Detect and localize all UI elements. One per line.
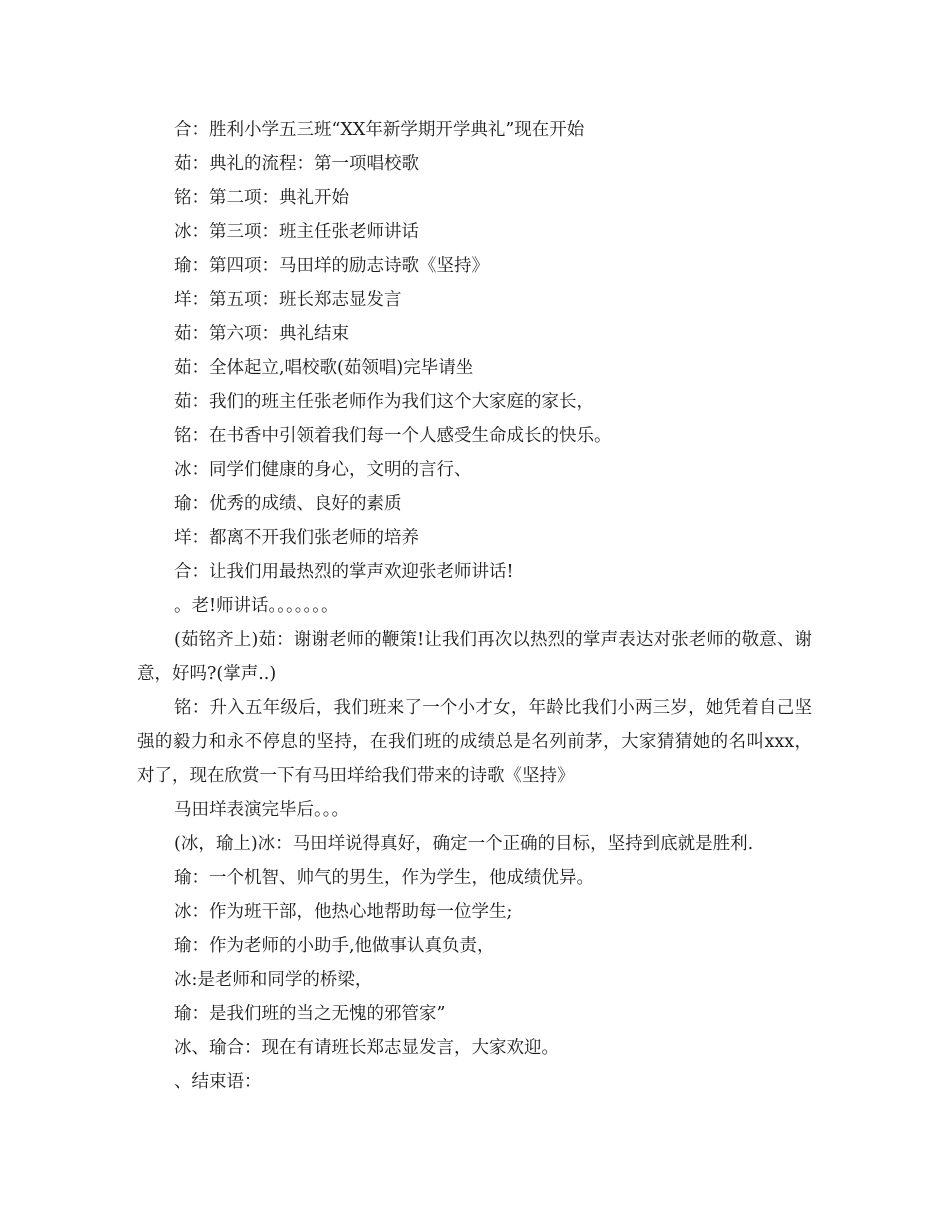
paragraph: 瑜：第四项：马田垟的励志诗歌《坚持》 [174, 256, 489, 276]
paragraph: 茹：我们的班主任张老师作为我们这个大家庭的家长， [174, 392, 594, 412]
document-body [137, 113, 812, 1099]
paragraph: 瑜：优秀的成绩、良好的素质 [174, 494, 402, 514]
paragraph: 茹：第六项：典礼结束 [174, 324, 349, 344]
paragraph: 马田垟表演完毕后。。。 [174, 800, 349, 820]
paragraph: 铭：在书香中引领着我们每一个人感受生命成长的快乐。 [174, 426, 612, 446]
paragraph: 瑜：作为老师的小助手,他做事认真负责， [174, 936, 495, 956]
paragraph: 冰:是老师和同学的桥梁， [174, 970, 373, 990]
paragraph: 冰、瑜合：现在有请班长郑志显发言，大家欢迎。 [174, 1038, 559, 1058]
paragraph: 合：让我们用最热烈的掌声欢迎张老师讲话! [174, 562, 514, 582]
paragraph: 冰：第三项：班主任张老师讲话 [174, 222, 419, 242]
paragraph: 铭：第二项：典礼开始 [174, 188, 349, 208]
paragraph: (茹铭齐上)茹：谢谢老师的鞭策!让我们再次以热烈的掌声表达对张老师的敬意、谢意，好吗?(掌声..) [137, 630, 812, 684]
paragraph: 、结束语： [174, 1072, 262, 1092]
paragraph: 瑜：是我们班的当之无愧的邪管家” [174, 1004, 446, 1024]
paragraph: (冰，瑜上)冰：马田垟说得真好，确定一个正确的目标，坚持到底就是胜利. [174, 834, 754, 854]
paragraph: 冰：作为班干部，他热心地帮助每一位学生; [174, 902, 513, 922]
paragraph: 瑜：一个机智、帅气的男生，作为学生，他成绩优异。 [174, 868, 594, 888]
paragraph: 垟：都离不开我们张老师的培养 [174, 528, 419, 548]
paragraph: 铭：升入五年级后，我们班来了一个小才女，年龄比我们小两三岁，她凭着自己坚强的毅力和永不停息的坚持，在我们班的成绩总是名列前茅，大家猜猜她的名叫xxx，对了，现在欣赏一下有马田垟给我们带来的诗歌《坚持》 [137, 698, 812, 786]
paragraph: 茹：全体起立,唱校歌(茹领唱)完毕请坐 [174, 358, 474, 378]
paragraph: 茹：典礼的流程：第一项唱校歌 [174, 154, 419, 174]
paragraph: 垟：第五项：班长郑志显发言 [174, 290, 402, 310]
paragraph: 冰：同学们健康的身心，文明的言行、 [174, 460, 472, 480]
paragraph: 合：胜利小学五三班“XX年新学期开学典礼”现在开始 [174, 120, 585, 140]
paragraph: 。老!师讲话。。。。。。。 [174, 596, 339, 616]
